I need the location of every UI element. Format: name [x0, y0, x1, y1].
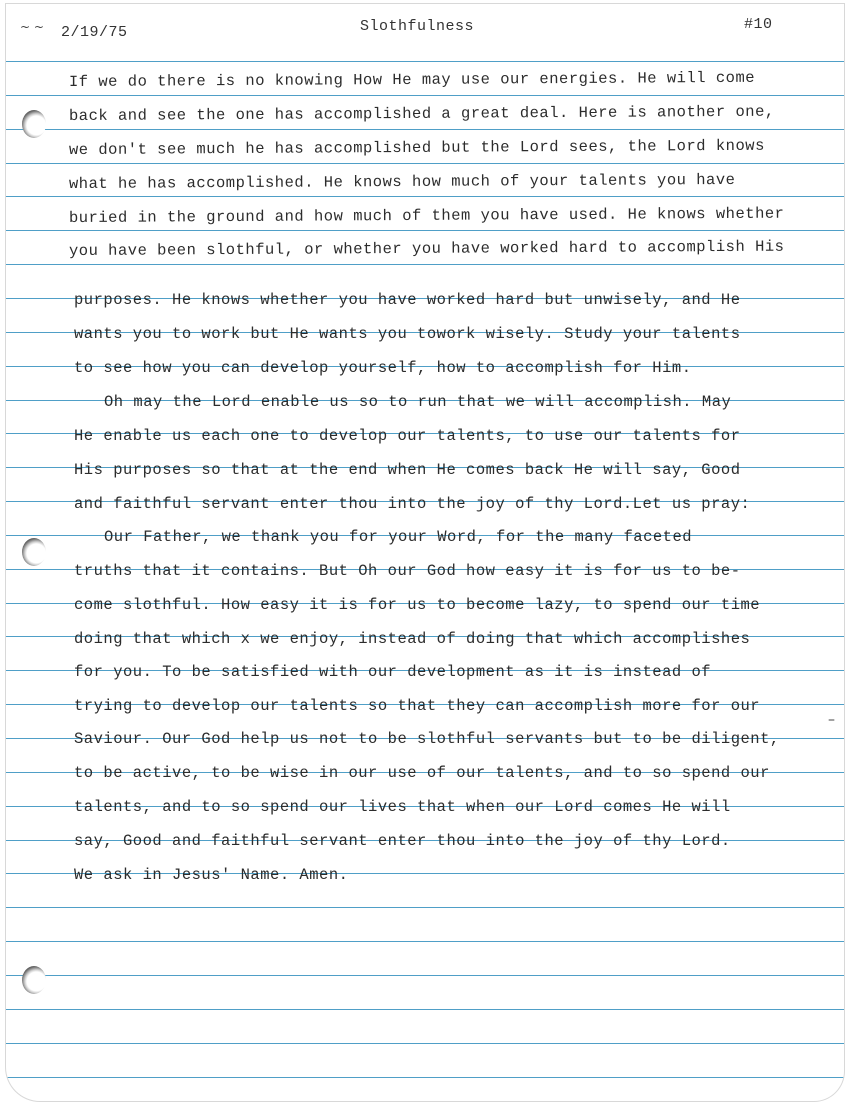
ruled-line — [6, 95, 844, 96]
text-line: say, Good and faithful servant enter thou into the joy of thy Lord. — [74, 832, 731, 850]
text-line: and faithful servant enter thou into the joy of thy Lord.Let us pray: — [74, 495, 751, 513]
ruled-line — [6, 230, 844, 231]
ruled-line — [6, 1077, 844, 1078]
text-line: wants you to work but He wants you towork wisely. Study your talents — [74, 325, 741, 343]
text-line: back and see the one has accomplished a great deal. Here is another one, — [68, 102, 775, 125]
text-line: purposes. He knows whether you have worked hard but unwisely, and He — [74, 291, 741, 309]
text-line: come slothful. How easy it is for us to become lazy, to spend our time — [74, 596, 761, 614]
text-line: Our Father, we thank you for your Word, for the many faceted — [104, 528, 693, 546]
text-line: for you. To be satisfied with our development as it is instead of — [74, 663, 712, 681]
ruled-line — [6, 975, 844, 976]
text-line: you have been slothful, or whether you have worked hard to accomplish His — [68, 237, 785, 260]
margin-mark: – — [828, 712, 835, 728]
ruled-line — [6, 61, 844, 62]
text-line: trying to develop our talents so that they can accomplish more for our — [74, 697, 761, 715]
text-line: If we do there is no knowing How He may use our energies. He will come — [68, 68, 756, 91]
text-line: truths that it contains. But Oh our God how easy it is for us to be- — [74, 562, 741, 580]
binder-hole-middle — [22, 538, 46, 566]
ruled-line — [6, 1043, 844, 1044]
text-line: His purposes so that at the end when He comes back He will say, Good — [74, 461, 741, 479]
ruled-line — [6, 941, 844, 942]
date-scribble: ~ ~ — [20, 20, 44, 34]
text-line: buried in the ground and how much of them you have used. He knows whether — [68, 204, 785, 227]
text-line: to be active, to be wise in our use of our talents, and to so spend our — [74, 764, 770, 782]
text-line: He enable us each one to develop our talents, to use our talents for — [74, 427, 741, 445]
ruled-line — [6, 264, 844, 265]
header-date: 2/19/75 — [61, 24, 128, 41]
binder-hole-top — [22, 110, 46, 138]
text-line: to see how you can develop yourself, how to accomplish for Him. — [74, 359, 692, 377]
text-line: we don't see much he has accomplished but the Lord sees, the Lord knows — [68, 136, 765, 159]
page-number: #10 — [744, 16, 773, 33]
text-line: We ask in Jesus' Name. Amen. — [74, 866, 349, 884]
notebook-page — [6, 4, 844, 1101]
ruled-line — [6, 129, 844, 130]
text-line: doing that which x we enjoy, instead of doing that which accomplishes — [74, 630, 751, 648]
text-line: what he has accomplished. He knows how much of your talents you have — [68, 170, 736, 193]
ruled-line — [6, 163, 844, 164]
ruled-line — [6, 196, 844, 197]
page-title: Slothfulness — [360, 18, 475, 35]
ruled-line — [6, 907, 844, 908]
text-line: talents, and to so spend our lives that when our Lord comes He will — [74, 798, 731, 816]
text-line: Saviour. Our God help us not to be slothful servants but to be diligent, — [74, 730, 780, 748]
binder-hole-bottom — [22, 966, 46, 994]
text-line: Oh may the Lord enable us so to run that we will accomplish. May — [104, 393, 732, 411]
ruled-line — [6, 1009, 844, 1010]
